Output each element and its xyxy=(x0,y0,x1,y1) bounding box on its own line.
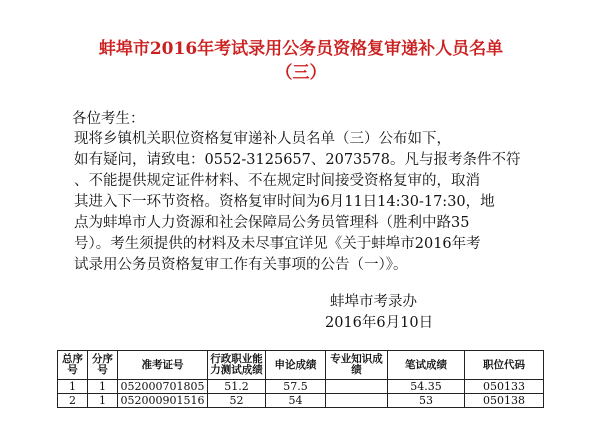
page-subtitle: （三） xyxy=(275,63,327,83)
cell: 54.35 xyxy=(388,380,465,394)
cell: 57.5 xyxy=(266,380,326,394)
col-header: 申论成绩 xyxy=(266,351,326,380)
cell: 052000701805 xyxy=(118,380,208,394)
page-title: 蚌埠市2016年考试录用公务员资格复审递补人员名单 xyxy=(98,39,504,59)
col-header: 笔试成绩 xyxy=(388,351,465,380)
cell: 050138 xyxy=(465,394,544,408)
cell: 54 xyxy=(266,394,326,408)
cell: 53 xyxy=(388,394,465,408)
cell: 52 xyxy=(208,394,266,408)
cell: 51.2 xyxy=(208,380,266,394)
cell: 1 xyxy=(88,394,118,408)
col-header: 职位代码 xyxy=(465,351,544,380)
cell: 052000901516 xyxy=(118,394,208,408)
body-line: 如有疑问，请致电：0552-3125657、2073578。凡与报考条件不符 xyxy=(74,152,521,168)
scores-table xyxy=(57,350,544,408)
col-header: 分序号 xyxy=(88,351,118,380)
greeting: 各位考生： xyxy=(72,111,145,127)
col-header: 行政职业能力测试成绩 xyxy=(208,351,266,380)
signature-org: 蚌埠市考录办 xyxy=(330,294,417,310)
body-line: 其进入下一环节资格。资格复审时间为6月11日14:30-17:30，地 xyxy=(74,194,495,210)
col-header: 总序号 xyxy=(58,351,88,380)
col-header: 专业知识成绩 xyxy=(326,351,388,380)
body-line: 现将乡镇机关职位资格复审递补人员名单（三）公布如下， xyxy=(74,131,451,147)
cell xyxy=(326,394,388,408)
body-line: 号）。考生须提供的材料及未尽事宜详见《关于蚌埠市2016年考 xyxy=(74,236,481,252)
body-line: 、不能提供规定证件材料、不在规定时间接受资格复审的，取消 xyxy=(74,173,480,189)
cell: 1 xyxy=(58,380,88,394)
table-header-row xyxy=(58,351,544,380)
col-header: 准考证号 xyxy=(118,351,208,380)
cell: 1 xyxy=(88,380,118,394)
signature-date: 2016年6月10日 xyxy=(325,315,434,331)
body-line: 点为蚌埠市人力资源和社会保障局公务员管理科（胜利中路35 xyxy=(74,215,470,231)
table-row xyxy=(58,380,544,394)
cell: 050133 xyxy=(465,380,544,394)
cell xyxy=(326,380,388,394)
table-row xyxy=(58,394,544,408)
cell: 2 xyxy=(58,394,88,408)
body-line: 试录用公务员资格复审工作有关事项的公告（一）》。 xyxy=(74,257,408,273)
